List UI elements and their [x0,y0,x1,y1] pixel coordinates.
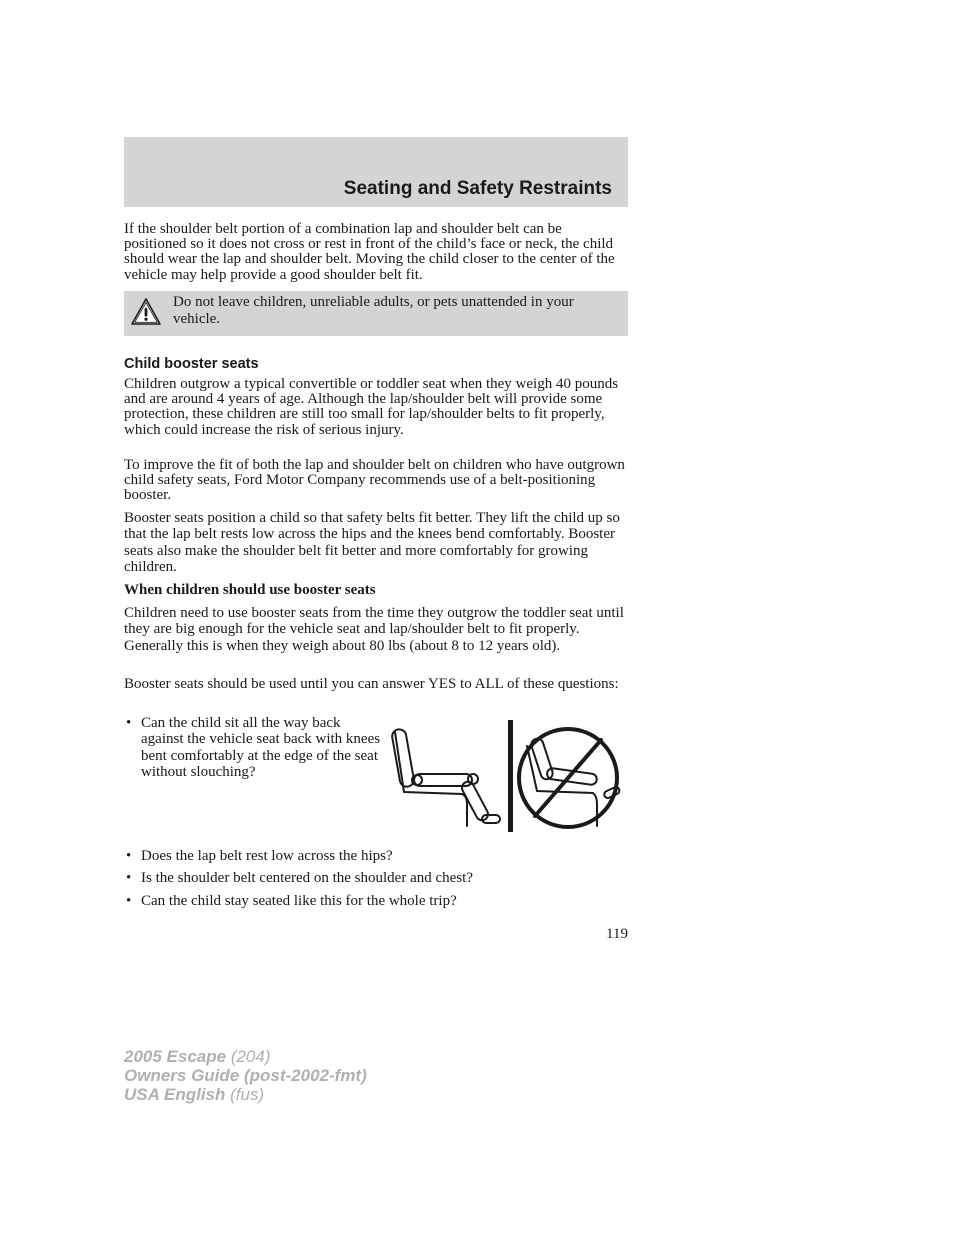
intro-paragraph: If the shoulder belt portion of a combination lap and shoulder belt can be positioned so it does not cross or rest in front of the child’s face or neck, the child should wear the lap and shoulder belt. Moving the child closer to the center of the vehicle may help provide a good shoulder belt fit. [124,221,615,283]
correct-seating-figure [391,728,500,826]
bullet-dot: • [126,870,132,886]
warning-box [124,291,628,336]
section-header-title: Seating and Safety Restraints [343,178,612,199]
bullet-dot: • [126,848,132,864]
footer-model: 2005 Escape [124,1047,227,1066]
paragraph-when-to-use: Children need to use booster seats from the time they outgrow the toddler seat until they are big enough for the vehicle seat and lap/shoulder belt to fit properly. Generally this is when they weigh about 80 lbs (about 8 to 12 years old). [124,605,624,654]
paragraph-booster-position: Booster seats position a child so that safety belts fit better. They lift the child up so that the lap belt rests low across the hips and the knees bend comfortably. Booster seats also make the shoulder belt fit better and more comfortably for growing children. [124,510,620,575]
section-title: Child booster seats [124,356,259,372]
paragraph-questions-intro: Booster seats should be used until you can answer YES to ALL of these questions: [124,676,619,692]
booster-seat-illustration [390,716,630,836]
incorrect-seating-figure [519,729,621,827]
divider-bar [508,720,513,832]
footer-language-code: (fus) [225,1085,265,1104]
bullet-text: Can the child sit all the way back against the vehicle seat back with knees bent comfortably at the edge of the seat without slouching? [141,715,381,780]
subsection-title: When children should use booster seats [124,582,376,598]
paragraph-improve-fit: To improve the fit of both the lap and shoulder belt on children who have outgrown child safety seats, Ford Motor Company recommends use of a belt-positioning booster. [124,457,625,504]
warning-triangle-icon [130,297,162,327]
warning-text: Do not leave children, unreliable adults, or pets unattended in your vehicle. [173,294,574,327]
bullet-dot: • [126,893,132,909]
page-number: 119 [606,926,628,942]
bullet-text: Can the child stay seated like this for the whole trip? [141,893,457,909]
section-header-band [124,137,628,207]
bullet-text: Is the shoulder belt centered on the shoulder and chest? [141,870,473,886]
footer-model-code: (204) [226,1047,271,1066]
bullet-text: Does the lap belt rest low across the hips? [141,848,393,864]
bullet-dot: • [126,715,132,731]
footer-language: USA English [124,1085,226,1104]
footer-guide-format: Owners Guide (post-2002-fmt) [124,1066,367,1085]
document-footer [124,1047,367,1104]
paragraph-outgrow: Children outgrow a typical convertible or toddler seat when they weigh 40 pounds and are around 4 years of age. Although the lap/shoulder belt will provide some protection, these children are still too small for lap/shoulder belts to fit properly, which could increase the risk of serious injury. [124,376,619,438]
